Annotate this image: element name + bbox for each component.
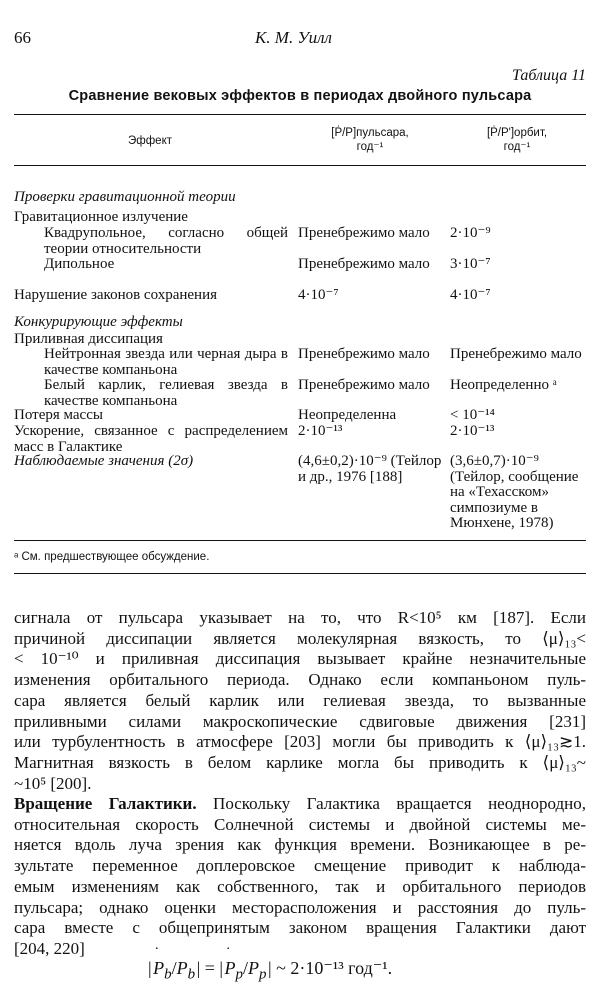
text-line: сара вместе с общепринятым законом вращения Галактики дают <box>14 918 586 938</box>
row-grav-radiation: Гравитационное излучение <box>14 209 188 225</box>
text-line: емым изменениям как собственного, так и орбитального периодов <box>14 876 586 896</box>
row-galactic-acceleration: Ускорение, связанное с распределением масс в Галактике <box>14 423 288 455</box>
column-header-effect: Эффект <box>127 135 172 147</box>
cell-conservation-pulsar: 4·10⁻⁷ <box>298 287 339 303</box>
section-competing-effects: Конкурирующие эффекты <box>14 314 183 330</box>
text-line: причиной диссипации является молекулярная вязкость, то ⟨μ⟩₁₃< <box>14 628 586 648</box>
cell-acceleration-pulsar: 2·10⁻¹³ <box>298 423 343 439</box>
text-line: или турбулентность в атмосфере [203] могли бы приводить к ⟨μ⟩₁₃≳1. <box>14 732 586 752</box>
column-header-orbit-label: [Ṗ/P']орбит, <box>486 127 548 139</box>
text-line <box>14 794 586 815</box>
text-line: Магнитная вязкость в белом карлике могла бы приводить к ⟨μ⟩₁₃~ <box>14 752 586 772</box>
text-line-rest: Поскольку Галактика вращается неоднородно, <box>196 794 586 813</box>
column-header-orbit <box>452 126 582 154</box>
text-line: [204, 220] <box>14 938 85 958</box>
table-label: Таблица 11 <box>512 67 586 84</box>
row-neutron-star: Нейтронная звезда или черная дыра в качестве компаньона <box>44 346 288 378</box>
table-header-rule <box>14 165 586 166</box>
footnote-rule <box>14 573 586 574</box>
cell-neutron-star-pulsar: Пренебрежимо мало <box>298 346 430 362</box>
cell-acceleration-orbit: 2·10⁻¹³ <box>450 423 495 439</box>
row-conservation: Нарушение законов сохранения <box>14 287 218 303</box>
cell-observed-orbit: (3,6±0,7)·10⁻⁹ (Тейлор, сообщение на «Техасском» симпозиуме в Мюнхене, 1978) <box>450 453 579 531</box>
row-white-dwarf: Белый карлик, гелиевая звезда в качестве компаньона <box>44 377 288 409</box>
cell-white-dwarf-pulsar: Пренебрежимо мало <box>298 377 430 393</box>
column-header-pulsar <box>300 126 440 154</box>
text-line: приливными силами макроскопические сдвиговые движения [231] <box>14 711 586 731</box>
page-number: 66 <box>14 28 31 47</box>
text-line: зультате переменное доплеровское смещение приводит к наблюда- <box>14 856 586 876</box>
text-line: пульсара; однако оценки месторасположения и расстояния до пуль- <box>14 897 586 917</box>
table-bottom-rule <box>14 540 586 541</box>
table-title: Сравнение вековых эффектов в периодах двойного пульсара <box>68 88 532 104</box>
paragraph-1 <box>14 608 586 794</box>
equation: | ˙ $P_b/P_b$ | = | ˙ $P_p/P_p$ | ~ 2·10⁻¹³ год⁻¹. <box>148 958 392 984</box>
equation-rhs: | ~ 2·10⁻¹³ год⁻¹. <box>268 958 393 978</box>
row-quadrupole: Квадрупольное, согласно общей теории относительности <box>44 225 288 257</box>
column-header-orbit-unit: год⁻¹ <box>503 141 531 153</box>
paragraph-2 <box>14 794 586 960</box>
row-observed-values: Наблюдаемые значения (2σ) <box>14 453 194 469</box>
cell-dipole-orbit: 3·10⁻⁷ <box>450 256 491 272</box>
cell-neutron-star-orbit: Пренебрежимо мало <box>450 346 582 362</box>
row-mass-loss: Потеря массы <box>14 407 103 423</box>
section-heading-galaxy-rotation: Вращение Галактики. <box>14 794 197 813</box>
cell-quadrupole-pulsar: Пренебрежимо мало <box>298 225 430 241</box>
cell-observed-pulsar: (4,6±0,2)·10⁻⁹ (Тейлор и др., 1976 [188] <box>298 453 442 485</box>
table-footnote: ᵃ См. предшествующее обсуждение. <box>14 551 210 563</box>
column-header-pulsar-unit: год⁻¹ <box>356 141 384 153</box>
running-head: К. М. Уилл <box>255 28 332 47</box>
cell-dipole-pulsar: Пренебрежимо мало <box>298 256 430 272</box>
text-line: относительная скорость Солнечной системы и двойной системы ме- <box>14 814 586 834</box>
text-line: изменения орбитального периода. Однако если компаньоном пуль- <box>14 670 586 690</box>
text-line: < 10⁻¹⁰ и приливная диссипация вызывает крайне незначительные <box>14 649 586 669</box>
section-gravity-tests: Проверки гравитационной теории <box>14 189 236 205</box>
cell-mass-loss-orbit: < 10⁻¹⁴ <box>450 407 495 423</box>
column-header-pulsar-label: [Ṗ/P]пульсара, <box>331 127 409 139</box>
cell-mass-loss-pulsar: Неопределенна <box>298 407 397 423</box>
cell-white-dwarf-orbit: Неопределенно ᵃ <box>450 377 557 393</box>
cell-conservation-orbit: 4·10⁻⁷ <box>450 287 491 303</box>
table-top-rule <box>14 114 586 115</box>
text-line: няется вдоль луча зрения как функция времени. Возникающее в ре- <box>14 835 586 855</box>
row-tidal: Приливная диссипация <box>14 331 163 347</box>
text-line: сигнала от пульсара указывает на то, что R<10⁵ км [187]. Если <box>14 608 586 627</box>
cell-quadrupole-orbit: 2·10⁻⁹ <box>450 225 491 241</box>
text-line: сара является белый карлик или гелиевая звезда, то вызванные <box>14 690 586 710</box>
text-line: ~10⁵ [200]. <box>14 773 92 793</box>
row-dipole: Дипольное <box>44 256 115 272</box>
